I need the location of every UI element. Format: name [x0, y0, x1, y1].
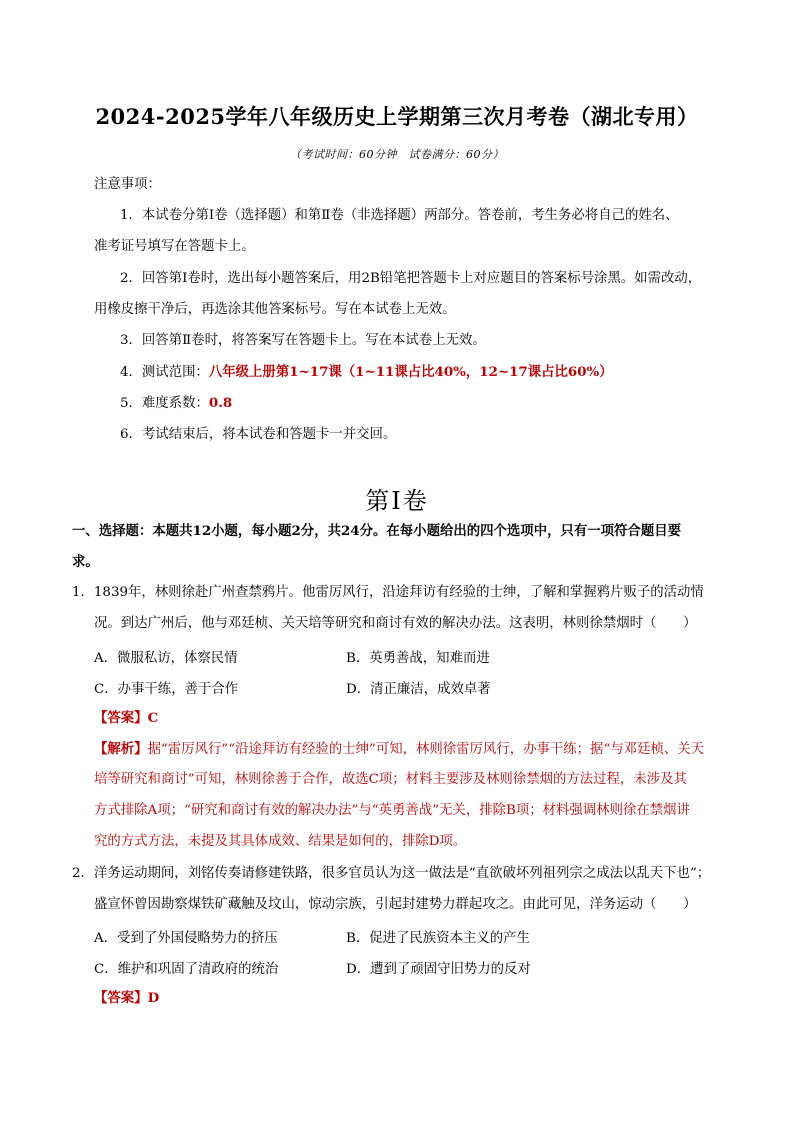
exam-info: （考试时间：60分钟 试卷满分：60分） — [290, 148, 504, 161]
q2-option-b: B．促进了民族资本主义的产生 — [346, 931, 530, 946]
notice-item-2b: 用橡皮擦干净后，再选涂其他答案标号。写在本试卷上无效。 — [94, 302, 456, 317]
notice-item-1b: 准考证号填写在答题卡上。 — [94, 239, 255, 254]
part1-instruction-b: 求。 — [72, 554, 99, 570]
q2-answer — [94, 989, 159, 1008]
q1-option-b: B．英勇善战，知难而进 — [346, 651, 490, 666]
notice-item-5-prefix: 5．难度系数： — [120, 396, 209, 411]
q1-analysis-2: 培等研究和商讨”可知，林则徐善于合作，故选C项；材料主要涉及林则徐禁烟的方法过程，未涉及其 — [94, 772, 687, 787]
difficulty-value: 0.8 — [208, 395, 233, 411]
q1-analysis-3: 方式排除A项；“研究和商讨有效的解决办法”与“英勇善战”无关，排除B项；材料强调林则徐在禁烟讲 — [94, 803, 690, 818]
q1-option-a: A．微服私访，体察民情 — [94, 651, 238, 666]
notice-item-1a: 1．本试卷分第Ⅰ卷（选择题）和第Ⅱ卷（非选择题）两部分。答卷前，考生务必将自己的姓名、 — [120, 208, 679, 223]
notice-item-3: 3．回答第Ⅱ卷时，将答案写在答题卡上。写在本试卷上无效。 — [120, 333, 486, 348]
q1-answer-label: 【答案】 — [94, 710, 148, 726]
notice-item-5 — [120, 394, 232, 413]
notice-item-4-prefix: 4．测试范围： — [120, 365, 209, 380]
q2-stem-a: 2．洋务运动期间，刘铭传奏请修建铁路，很多官员认为这一做法是“直欲破坏列祖列宗之成法以乱天下也”； — [72, 866, 711, 881]
test-scope: 八年级上册第1~17课（1~11课占比40%，12~17课占比60%） — [208, 364, 613, 380]
notice-item-2a: 2．回答第Ⅰ卷时，选出每小题答案后，用2B铅笔把答题卡上对应题目的答案标号涂黑。如需改动， — [120, 271, 702, 286]
notice-heading: 注意事项： — [94, 177, 161, 192]
section-title: 第Ⅰ卷 — [365, 487, 429, 515]
q1-analysis-4: 究的方式方法，未提及其具体成效、结果是如何的，排除D项。 — [94, 834, 467, 849]
q1-analysis-1 — [94, 740, 704, 759]
q1-stem-a: 1．1839年，林则徐赴广州查禁鸦片。他雷厉风行，沿途拜访有经验的士绅，了解和掌握鸦片贩子的活动情 — [72, 585, 704, 600]
part1-instruction-a: 一、选择题：本题共12小题，每小题2分，共24分。在每小题给出的四个选项中，只有一项符合题目要 — [72, 523, 681, 539]
q2-option-c: C．维护和巩固了清政府的统治 — [94, 962, 279, 977]
q1-option-c: C．办事干练，善于合作 — [94, 682, 239, 697]
q2-stem-b: 盛宣怀曾因勘察煤铁矿藏触及坟山，惊动宗族，引起封建势力群起攻之。由此可见，洋务运动（ ） — [94, 897, 697, 912]
notice-item-4 — [120, 363, 613, 382]
q2-answer-label: 【答案】 — [94, 990, 148, 1006]
q1-analysis-text-1: 据“雷厉风行”“沿途拜访有经验的士绅”可知，林则徐雷厉风行，办事干练；据“与邓廷桢、关天 — [147, 742, 705, 757]
page-title: 2024-2025学年八年级历史上学期第三次月考卷（湖北专用） — [95, 104, 699, 129]
q1-stem-b: 况。到达广州后，他与邓廷桢、关天培等研究和商讨有效的解决办法。这表明，林则徐禁烟时（ ） — [94, 616, 697, 631]
q1-answer — [94, 709, 158, 728]
q1-answer-value: C — [147, 710, 159, 726]
q1-analysis-label: 【解析】 — [94, 741, 148, 757]
q2-option-d: D．遭到了顽固守旧势力的反对 — [346, 962, 531, 977]
q2-option-a: A．受到了外国侵略势力的挤压 — [94, 931, 278, 946]
notice-item-6: 6．考试结束后，将本试卷和答题卡一并交回。 — [120, 427, 397, 442]
q1-option-d: D．清正廉洁，成效卓著 — [346, 682, 491, 697]
q2-answer-value: D — [147, 990, 160, 1006]
